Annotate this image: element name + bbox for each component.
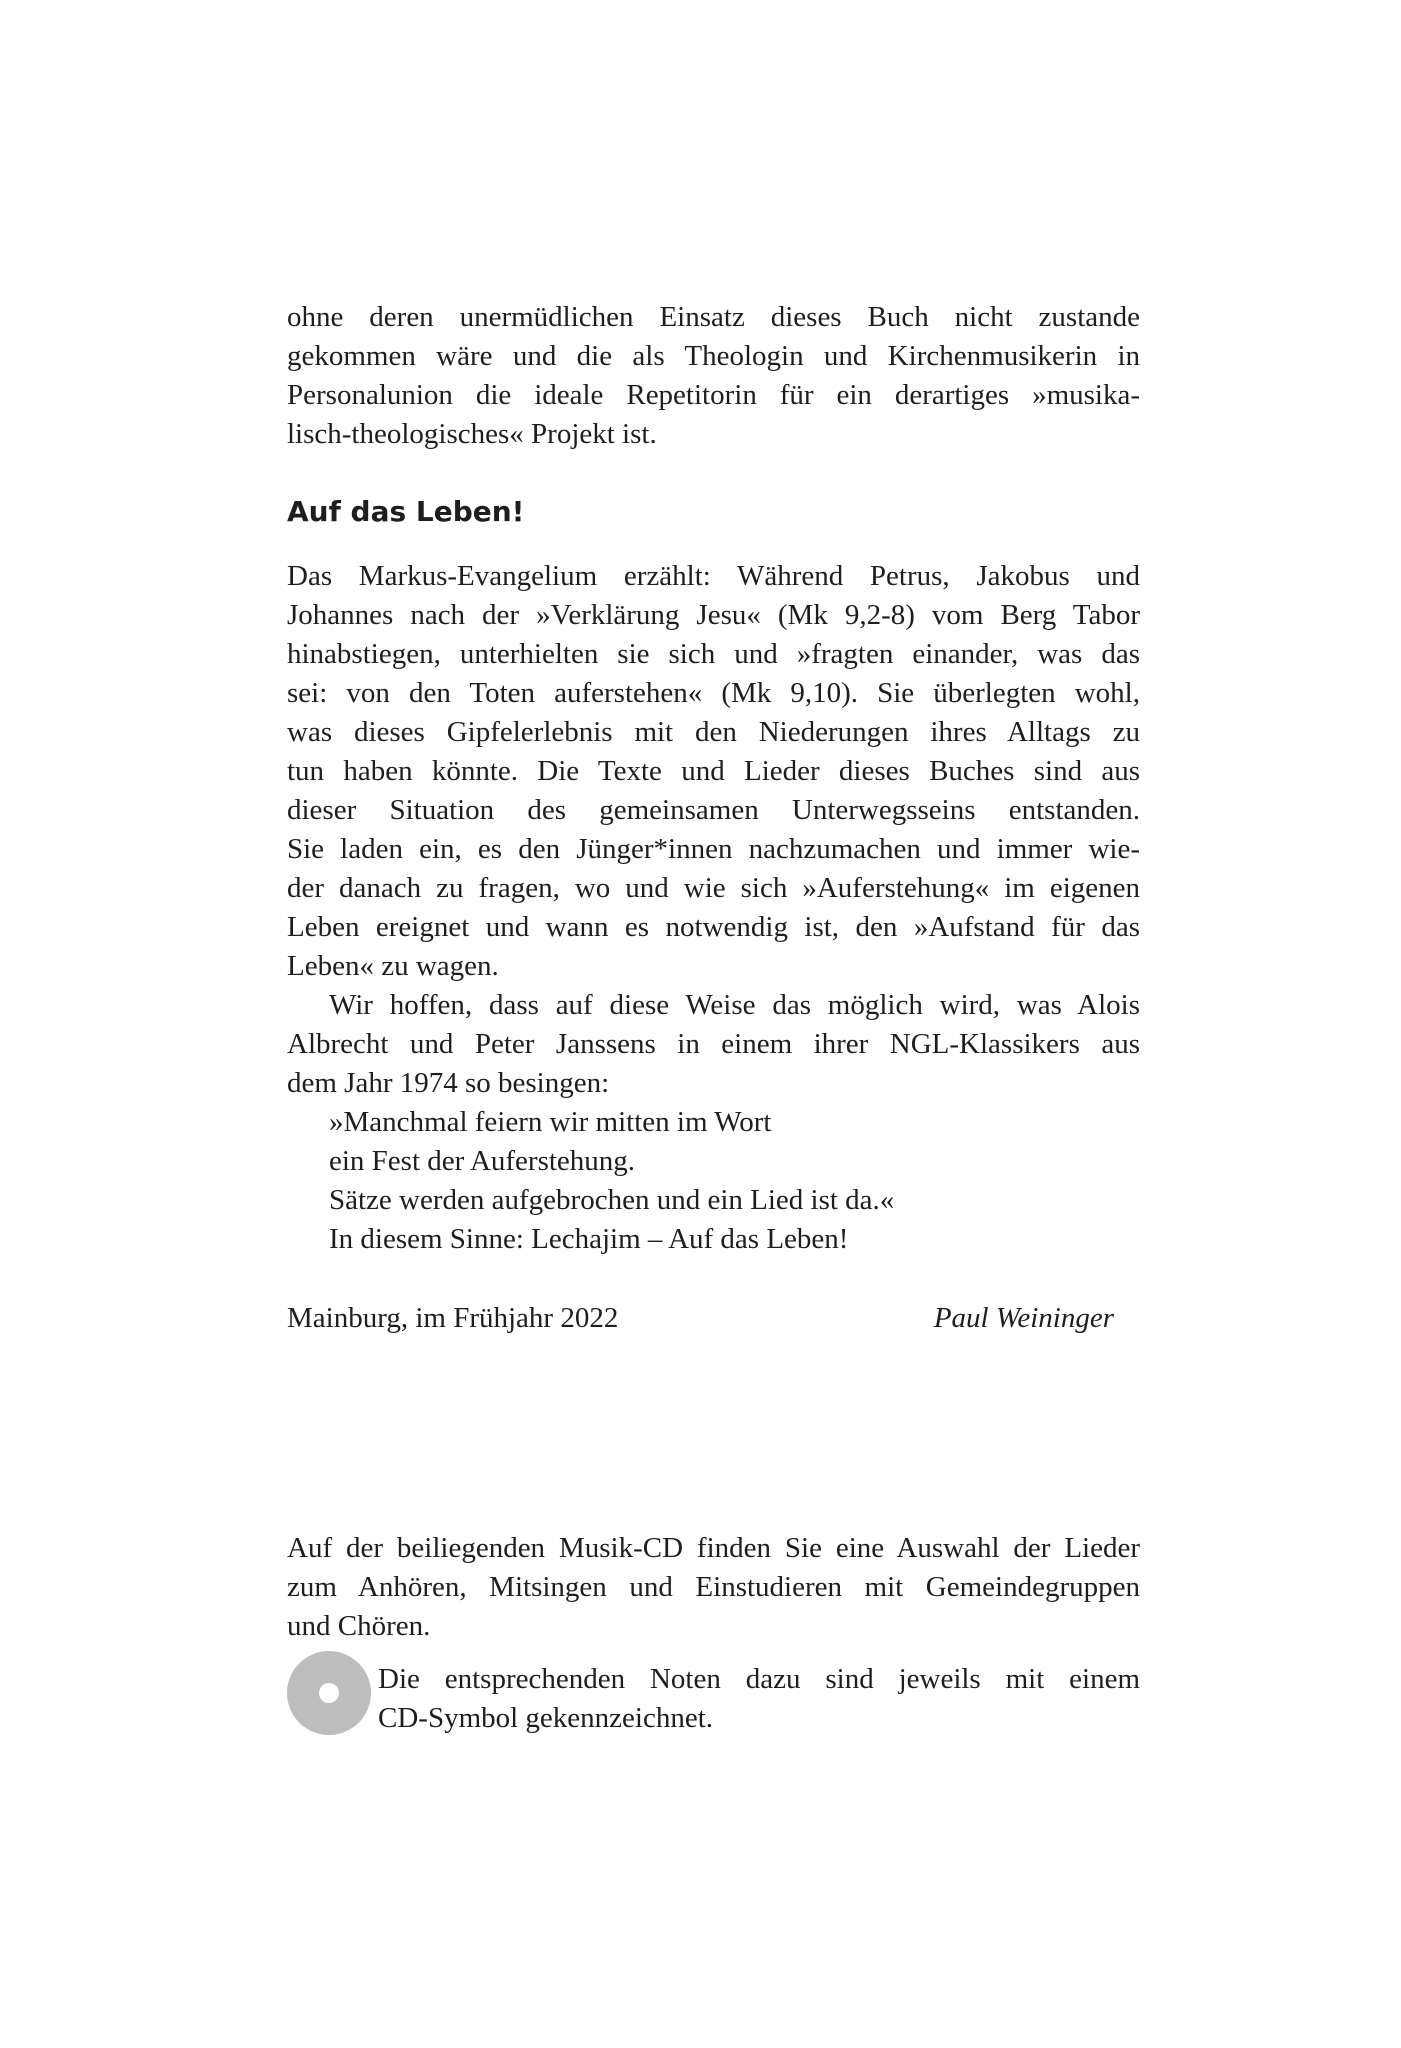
cd-icon bbox=[287, 1651, 371, 1735]
cd-hole bbox=[319, 1683, 339, 1703]
intro-line: ohne deren unermüdlichen Einsatz dieses Buch nicht zustande bbox=[287, 301, 1140, 333]
body-line: Albrecht und Peter Janssens in einem ihrer NGL-Klassikers aus bbox=[287, 1028, 1140, 1060]
body-line: Wir hoffen, dass auf diese Weise das möglich wird, was Alois bbox=[329, 989, 1140, 1021]
intro-line: gekommen wäre und die als Theologin und Kirchenmusikerin in bbox=[287, 340, 1140, 372]
quote-line: »Manchmal feiern wir mitten im Wort bbox=[329, 1106, 772, 1138]
body-line: hinabstiegen, unterhielten sie sich und »fragten einander, was das bbox=[287, 638, 1140, 670]
quote-line: Sätze werden aufgebrochen und ein Lied ist da.« bbox=[329, 1184, 895, 1216]
cd-note-line: zum Anhören, Mitsingen und Einstudieren mit Gemeindegruppen bbox=[287, 1571, 1140, 1603]
body-line: Leben ereignet und wann es notwendig ist, den »Aufstand für das bbox=[287, 911, 1140, 943]
quote-line: ein Fest der Auferstehung. bbox=[329, 1145, 636, 1177]
intro-line: Personalunion die ideale Repetitorin für ein derartiges »musika- bbox=[287, 379, 1140, 411]
body-line: Johannes nach der »Verklärung Jesu« (Mk 9,2-8) vom Berg Tabor bbox=[287, 599, 1140, 631]
cd-symbol-line: Die entsprechenden Noten dazu sind jeweils mit einem bbox=[378, 1663, 1140, 1695]
body-line: Das Markus-Evangelium erzählt: Während Petrus, Jakobus und bbox=[287, 560, 1140, 592]
body-line: dem Jahr 1974 so besingen: bbox=[287, 1067, 610, 1099]
section-heading: Auf das Leben! bbox=[287, 495, 525, 528]
quote-line: In diesem Sinne: Lechajim – Auf das Leben! bbox=[329, 1223, 849, 1255]
cd-note-line: und Chören. bbox=[287, 1610, 431, 1642]
body-line: dieser Situation des gemeinsamen Unterwegsseins entstanden. bbox=[287, 794, 1140, 826]
body-line: der danach zu fragen, wo und wie sich »Auferstehung« im eigenen bbox=[287, 872, 1140, 904]
author-name: Paul Weininger bbox=[933, 1302, 1114, 1334]
place-date: Mainburg, im Frühjahr 2022 bbox=[287, 1302, 619, 1334]
body-line: sei: von den Toten auferstehen« (Mk 9,10). Sie überlegten wohl, bbox=[287, 677, 1140, 709]
body-line: Leben« zu wagen. bbox=[287, 950, 499, 982]
cd-note-line: Auf der beiliegenden Musik-CD finden Sie eine Auswahl der Lieder bbox=[287, 1532, 1140, 1564]
body-line: tun haben könnte. Die Texte und Lieder dieses Buches sind aus bbox=[287, 755, 1140, 787]
body-line: Sie laden ein, es den Jünger*innen nachzumachen und immer wie- bbox=[287, 833, 1140, 865]
body-line: was dieses Gipfelerlebnis mit den Niederungen ihres Alltags zu bbox=[287, 716, 1140, 748]
intro-line: lisch-theologisches« Projekt ist. bbox=[287, 418, 657, 450]
cd-symbol-line: CD-Symbol gekennzeichnet. bbox=[378, 1702, 714, 1734]
